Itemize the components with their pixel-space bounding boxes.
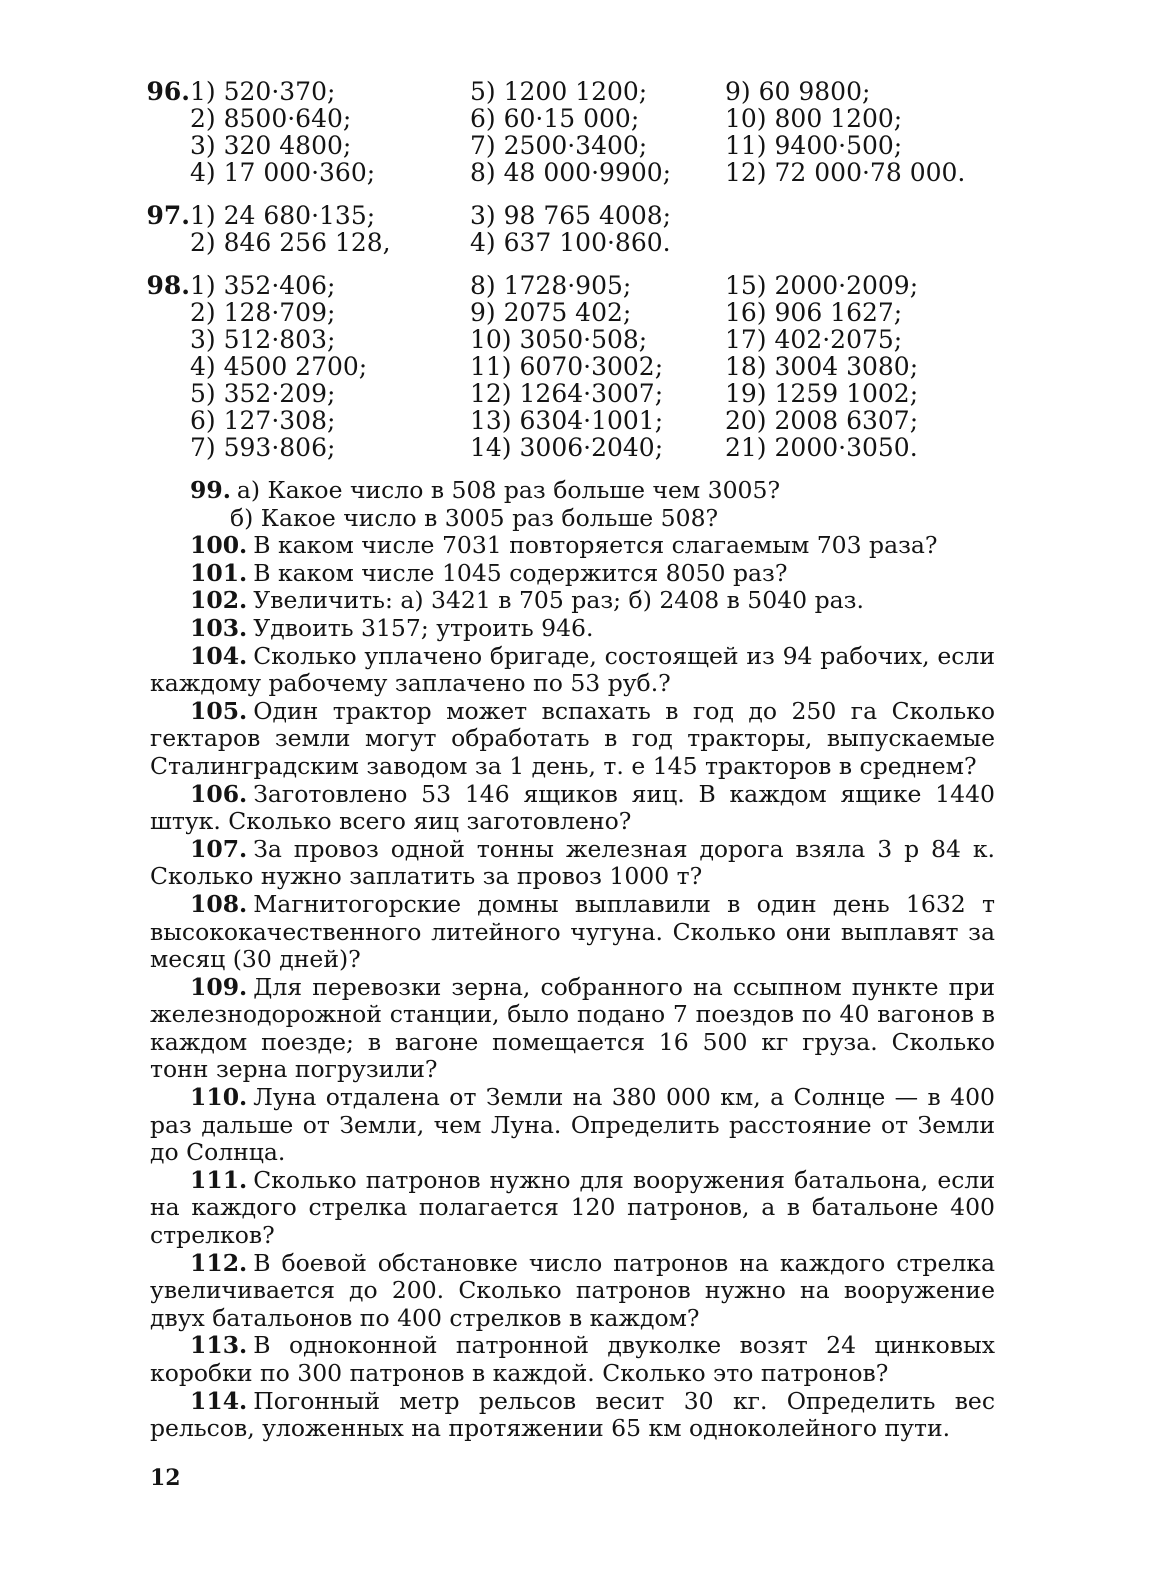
exercise-column [440,78,695,186]
exercise-column [440,202,695,256]
problem-text: Сколько уплачено бригаде, состоящей из 94 рабочих, если каждому рабочему заплачено по 53 руб.? [150,641,995,698]
exercise-item: 13) 6304·1001; [470,406,664,435]
exercise-item: 2) 128·709; [190,298,336,327]
problem-text: В каком числе 1045 содержится 8050 раз? [253,558,788,587]
problem-number: 110. [190,1083,248,1112]
exercise-item: 4) 637 100·860. [470,228,671,257]
problem-100 [150,532,995,560]
problem-number: 107. [190,834,248,863]
problem-text: В боевой обстановке число патронов на каждого стрелка увеличивается до 200. Сколько патронов нужно на вооружение двух батальонов по 400 стрелков в каждом? [150,1248,995,1332]
exercise-item: 3) 512·803; [190,325,336,354]
exercise-item: 7) 2500·3400; [470,131,648,160]
exercise-item: 4) 4500 2700; [190,352,368,381]
problem-number: 114. [190,1386,248,1415]
word-problems [150,477,995,1443]
problem-text: Для перевозки зерна, собранного на ссыпном пункте при железнодорожной станции, было подано 7 поездов по 40 вагонов в каждом поезде; в вагоне помещается 16 500 кг груза. Сколько тонн зерна погрузили? [150,972,995,1084]
exercise-item: 1) 520·370; [190,77,336,106]
exercise-item: 5) 1200 1200; [470,77,648,106]
problem-number: 104. [190,641,248,670]
exercise-item: 10) 3050·508; [470,325,648,354]
problem-number: 100. [190,531,248,560]
problem-text: В каком числе 7031 повторяется слагаемым 703 раза? [253,531,938,560]
problem-text: Удвоить 3157; утроить 946. [253,613,594,642]
exercise-item: 17) 402·2075; [725,325,903,354]
problem-109 [150,974,995,1084]
problem-number: 113. [190,1331,248,1360]
exercise-item: 21) 2000·3050. [725,433,918,462]
problem-99b [150,505,995,533]
exercise-item: 15) 2000·2009; [725,271,919,300]
problem-text: Один трактор может вспахать в год до 250 га Сколько гектаров земли могут обработать в год тракторы, выпускаемые Сталинградским заводом за 1 день, т. е 145 тракторов в среднем? [150,696,995,780]
problem-number: 99. [190,476,231,504]
exercise-item: 1) 352·406; [190,271,336,300]
exercise-97 [146,201,995,257]
problem-number: 106. [190,779,248,808]
problem-114 [150,1388,995,1443]
exercise-item: 12) 72 000·78 000. [725,158,966,187]
problem-102 [150,587,995,615]
exercise-item: 2) 846 256 128, [190,228,391,257]
exercise-item: 7) 593·806; [190,433,336,462]
problem-107 [150,836,995,891]
exercise-item: 5) 352·209; [190,379,336,408]
exercise-item: 9) 60 9800; [725,77,871,106]
problem-103 [150,615,995,643]
problem-111 [150,1167,995,1250]
problem-106 [150,781,995,836]
exercise-number: 97. [146,201,190,230]
exercise-item: 3) 98 765 4008; [470,201,672,230]
problem-number: 101. [190,558,248,587]
problem-110 [150,1084,995,1167]
exercise-column [695,202,995,256]
problem-number: 105. [190,696,248,725]
exercise-item: 3) 320 4800; [190,131,352,160]
problem-108 [150,891,995,974]
exercise-item: 8) 48 000·9900; [470,158,672,187]
exercise-column [150,202,440,256]
exercise-96 [146,77,995,187]
problem-text: б) Какое число в 3005 раз больше 508? [230,503,719,532]
exercise-item: 16) 906 1627; [725,298,903,327]
exercise-item: 14) 3006·2040; [470,433,664,462]
problem-99a [150,477,995,505]
problem-104 [150,643,995,698]
exercise-item: 8) 1728·905; [470,271,632,300]
problem-number: 112. [190,1248,248,1277]
problem-105 [150,698,995,781]
problem-text: Магнитогорские домны выплавили в один день 1632 т высококачественного литейного чугуна. Сколько они выплавят за месяц (30 дней)? [150,889,995,974]
problem-number: 102. [190,586,248,615]
problem-text: а) Какое число в 508 раз больше чем 3005? [236,476,781,504]
problem-number: 111. [190,1165,248,1194]
exercise-column [695,78,995,186]
exercise-item: 1) 24 680·135; [190,201,376,230]
page-content [146,77,995,1443]
exercise-item: 18) 3004 3080; [725,352,919,381]
exercise-number: 96. [146,77,190,106]
problem-text: В одноконной патронной двуколке возят 24 цинковых коробки по 300 патронов в каждой. Сколько это патронов? [150,1331,995,1387]
problem-text: Сколько патронов нужно для вооружения батальона, если на каждого стрелка полагается 120 патронов, а в батальоне 400 стрелков? [150,1165,995,1250]
problem-text: Увеличить: а) 3421 в 705 раз; б) 2408 в 5040 раз. [253,586,864,615]
problem-text: За провоз одной тонны железная дорога взяла 3 р 84 к. Сколько нужно заплатить за провоз 1000 т? [150,834,995,891]
exercise-column [440,272,695,461]
exercise-column [150,78,440,186]
problem-number: 103. [190,613,248,642]
exercise-item: 6) 60·15 000; [470,104,640,133]
problem-113 [150,1332,995,1387]
problem-112 [150,1250,995,1333]
exercise-item: 12) 1264·3007; [470,379,664,408]
problem-text: Погонный метр рельсов весит 30 кг. Определить вес рельсов, уложенных на протяжении 65 км одноколейного пути. [150,1386,995,1443]
exercise-98 [146,271,995,462]
problem-number: 108. [190,889,248,918]
exercise-item: 11) 6070·3002; [470,352,664,381]
exercise-item: 20) 2008 6307; [725,406,919,435]
exercise-item: 19) 1259 1002; [725,379,919,408]
exercise-item: 11) 9400·500; [725,131,903,160]
exercise-item: 10) 800 1200; [725,104,903,133]
problem-101 [150,560,995,588]
exercise-item: 9) 2075 402; [470,298,632,327]
exercise-item: 6) 127·308; [190,406,336,435]
page-number: 12 [150,1465,181,1491]
exercise-column [150,272,440,461]
exercise-item: 2) 8500·640; [190,104,352,133]
exercise-column [695,272,995,461]
problem-text: Луна отдалена от Земли на 380 000 км, а Солнце — в 400 раз дальше от Земли, чем Луна. Определить расстояние от Земли до Солнца. [150,1083,995,1167]
problem-number: 109. [190,972,248,1001]
exercise-item: 4) 17 000·360; [190,158,376,187]
exercise-number: 98. [146,271,190,300]
problem-text: Заготовлено 53 146 ящиков яиц. В каждом ящике 1440 штук. Сколько всего яиц заготовлено? [150,779,995,836]
